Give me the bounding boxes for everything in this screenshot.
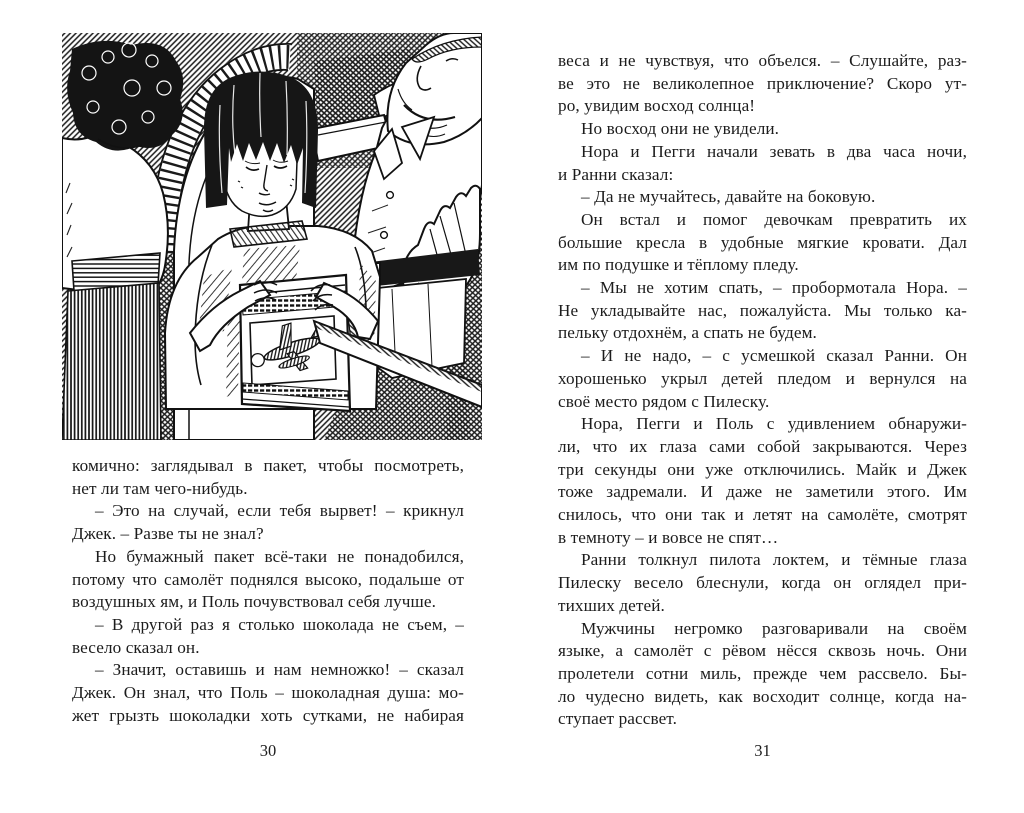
text-line: хорошенько укрыл детей пледом и вернулся на	[558, 368, 967, 388]
text-line: – Да не мучайтесь, давайте на боковую.	[581, 187, 876, 207]
text-line: нет ли там чего-нибудь.	[72, 478, 248, 498]
text-line: тоже задремали. И даже не заметили этого. Им	[558, 482, 967, 502]
text-line: – В другой раз я столько шоколада не съем, –	[95, 614, 464, 634]
right-page-text	[558, 50, 967, 731]
left-page-text	[72, 455, 464, 727]
text-line: ло чудесно видеть, как восходит солнце, когда на-	[558, 686, 967, 706]
text-line: потому что самолёт поднялся высоко, подальше от	[72, 569, 464, 589]
text-line: Джек. Он знал, что Поль – шоколадная душа: мо-	[72, 683, 464, 703]
text-line: снилось, что они так и летят на самолёте, смотрят	[558, 505, 967, 525]
text-line: три секунды они уже отключились. Майк и Джек	[558, 459, 967, 479]
text-line: пролетели сотни миль, прежде чем рассвело. Бы-	[558, 663, 967, 683]
text-line: комично: заглядывал в пакет, чтобы посмотреть,	[72, 456, 464, 475]
text-line: пельку отдохнём, а спать не будем.	[558, 323, 817, 343]
text-line: Но бумажный пакет всё-таки не понадобился,	[95, 546, 464, 566]
text-line: и Ранни сказал:	[558, 164, 674, 184]
text-line: Нора и Пегги начали зевать в два часа ночи,	[581, 141, 967, 161]
text-line: – Это на случай, если тебя вырвет! – крикнул	[95, 501, 464, 521]
text-line: – Значит, оставишь и нам немножко! – сказал	[95, 660, 464, 680]
text-line: Он встал и помог девочкам превратить их	[581, 209, 967, 229]
right-page-number: 31	[754, 741, 771, 760]
text-line: Пилеску весело блеснули, когда он оглядел при-	[558, 573, 967, 593]
text-line: жет грызть шоколадки хоть сутками, не набирая	[72, 705, 464, 725]
text-line: языке, а самолёт с рёвом нёсся сквозь ночь. Они	[558, 641, 967, 661]
text-line: Ранни толкнул пилота локтем, и тёмные глаза	[581, 550, 967, 570]
left-page-number: 30	[259, 741, 277, 760]
text-line: Джек. – Разве ты не знал?	[72, 524, 264, 544]
text-line: воздушных ям, и Поль почувствовал себя лучше.	[72, 592, 436, 612]
text-line: ро, увидим восход солнца!	[558, 96, 756, 116]
text-line: Не укладывайте нас, пожалуйста. Мы только ка-	[558, 300, 967, 320]
striped-skirt	[62, 283, 161, 440]
text-line: весело сказал он.	[72, 637, 200, 657]
airplane-scene-illustration	[62, 33, 482, 440]
text-line: ве это не великолепное приключение? Скоро ут-	[558, 73, 967, 93]
text-line: им по подушке и тёплому пледу.	[558, 255, 799, 275]
text-line: – Мы не хотим спать, – пробормотала Нора. –	[581, 278, 967, 298]
text-line: большие кресла в удобные мягкие кровати. Дал	[558, 232, 967, 252]
text-line: тихших детей.	[558, 595, 665, 615]
text-line: в темноту – и вовсе не спят…	[558, 527, 779, 547]
text-line: Но восход они не увидели.	[581, 119, 780, 139]
text-line: Нора, Пегги и Поль с удивлением обнаружи-	[581, 414, 967, 434]
illustration-svg	[62, 33, 482, 440]
shirt-button	[381, 232, 388, 239]
text-line: – И не надо, – с усмешкой сказал Ранни. Он	[581, 346, 967, 366]
shirt-button	[387, 192, 394, 199]
text-line: ступает рассвет.	[558, 709, 678, 729]
text-line: Мужчины негромко разговаривали на своём	[581, 618, 967, 638]
text-line: своё место рядом с Пилеску.	[558, 391, 770, 411]
text-line: ли, что их глаза сами собой закрываются. Через	[558, 436, 967, 456]
text-line: веса и не чувствуя, что объелся. – Слушайте, раз-	[558, 51, 967, 70]
